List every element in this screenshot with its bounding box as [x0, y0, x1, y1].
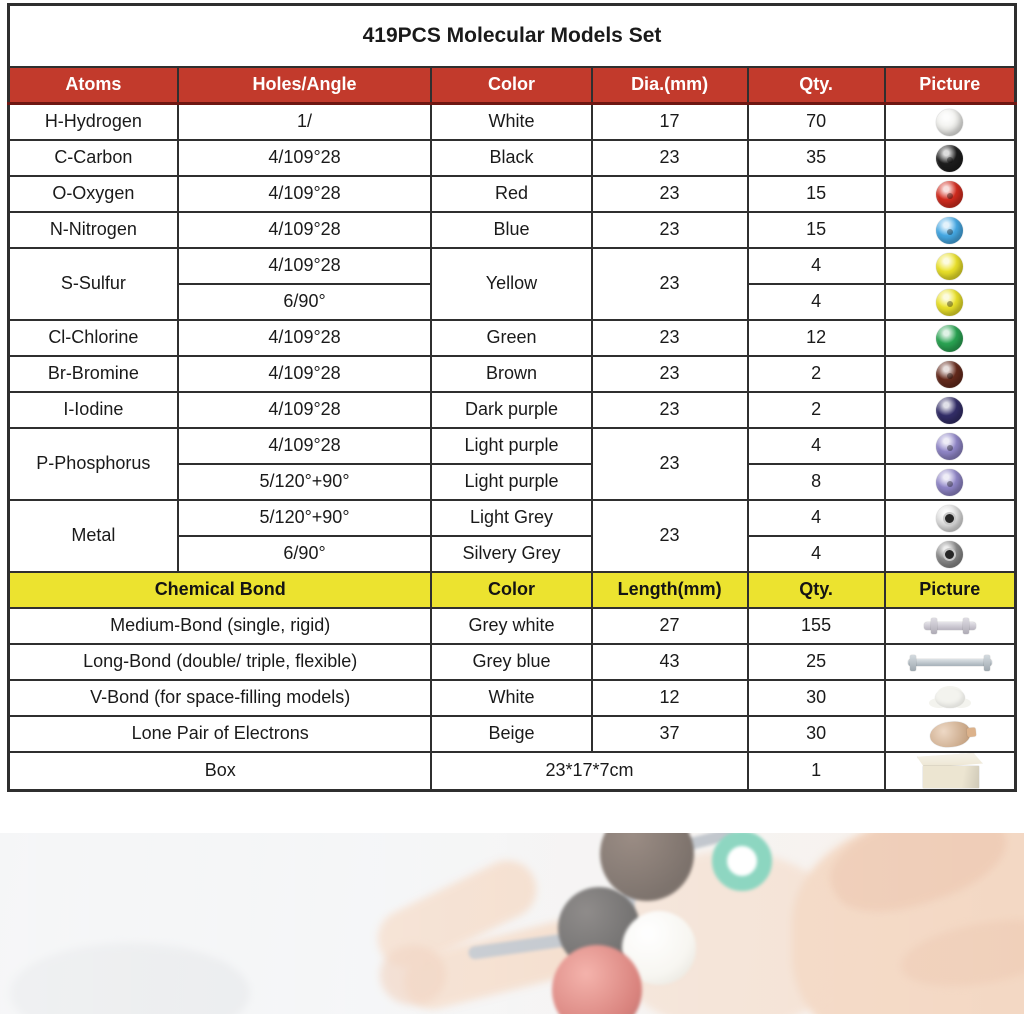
atom-color: Light Grey	[431, 500, 591, 536]
atom-qty: 4	[748, 248, 885, 284]
atom-qty: 2	[748, 356, 885, 392]
atom-qty: 4	[748, 536, 885, 572]
light-purple-atom-ball-picture	[936, 469, 963, 496]
column-header-length: Length(mm)	[592, 572, 748, 608]
atom-name: C-Carbon	[9, 140, 178, 176]
atom-holes: 4/109°28	[178, 140, 432, 176]
atom-diameter: 23	[592, 356, 748, 392]
atom-color: White	[431, 104, 591, 141]
red-atom-ball-picture	[936, 181, 963, 208]
light-purple-atom-ball-picture	[936, 433, 963, 460]
atom-holes: 6/90°	[178, 284, 432, 320]
silvery-grey-metal-ball-picture	[936, 541, 963, 568]
yellow-atom-ball-picture	[936, 289, 963, 316]
table-row-bromine	[9, 356, 1016, 392]
atom-qty: 12	[748, 320, 885, 356]
table-row-medium-bond	[9, 608, 1016, 644]
atom-name: P-Phosphorus	[9, 428, 178, 500]
atom-diameter: 23	[592, 392, 748, 428]
atom-color: Silvery Grey	[431, 536, 591, 572]
column-header-picture: Picture	[885, 67, 1016, 104]
atom-qty: 15	[748, 176, 885, 212]
table-row-v-bond	[9, 680, 1016, 716]
bond-length: 12	[592, 680, 748, 716]
spec-sheet	[7, 3, 1017, 792]
bond-name: Lone Pair of Electrons	[9, 716, 432, 752]
atom-name: Cl-Chlorine	[9, 320, 178, 356]
product-spec-table	[7, 3, 1017, 792]
white-atom-ball-picture	[936, 109, 963, 136]
atom-holes: 4/109°28	[178, 248, 432, 284]
atom-diameter: 23	[592, 320, 748, 356]
atom-diameter: 17	[592, 104, 748, 141]
bond-qty: 155	[748, 608, 885, 644]
atom-qty: 70	[748, 104, 885, 141]
photo-white-wash-overlay	[0, 833, 1024, 1014]
column-header-chemical-bond: Chemical Bond	[9, 572, 432, 608]
column-header-holes-angle: Holes/Angle	[178, 67, 432, 104]
medium-bond-rod-picture	[924, 622, 976, 630]
bond-name: Long-Bond (double/ triple, flexible)	[9, 644, 432, 680]
yellow-atom-ball-picture	[936, 253, 963, 280]
bond-qty: 25	[748, 644, 885, 680]
dark-purple-atom-ball-picture	[936, 397, 963, 424]
column-header-bond-color: Color	[431, 572, 591, 608]
bond-color: White	[431, 680, 591, 716]
atom-qty: 35	[748, 140, 885, 176]
box-size: 23*17*7cm	[431, 752, 747, 791]
atom-name: N-Nitrogen	[9, 212, 178, 248]
atom-diameter: 23	[592, 212, 748, 248]
bond-length: 43	[592, 644, 748, 680]
atom-color: Dark purple	[431, 392, 591, 428]
atom-color: Light purple	[431, 464, 591, 500]
atom-color: Green	[431, 320, 591, 356]
table-row-sulfur-1	[9, 248, 1016, 284]
table-row-carbon	[9, 140, 1016, 176]
product-photo-hands-with-model	[0, 833, 1024, 1014]
atom-name: Br-Bromine	[9, 356, 178, 392]
atom-color: Yellow	[431, 248, 591, 320]
page-title: 419PCS Molecular Models Set	[9, 5, 1016, 68]
bond-color: Beige	[431, 716, 591, 752]
atom-holes: 4/109°28	[178, 428, 432, 464]
table-row-phosphorus-1	[9, 428, 1016, 464]
atom-holes: 6/90°	[178, 536, 432, 572]
bond-name: Medium-Bond (single, rigid)	[9, 608, 432, 644]
atom-qty: 2	[748, 392, 885, 428]
table-row-box	[9, 752, 1016, 791]
atom-color: Black	[431, 140, 591, 176]
atom-diameter: 23	[592, 248, 748, 320]
bond-qty: 30	[748, 716, 885, 752]
atom-color: Blue	[431, 212, 591, 248]
box-name: Box	[9, 752, 432, 791]
atom-name: I-Iodine	[9, 392, 178, 428]
atom-diameter: 23	[592, 140, 748, 176]
bond-qty: 30	[748, 680, 885, 716]
atom-diameter: 23	[592, 500, 748, 572]
column-header-atoms: Atoms	[9, 67, 178, 104]
bond-color: Grey blue	[431, 644, 591, 680]
table-row-hydrogen	[9, 104, 1016, 141]
atom-color: Red	[431, 176, 591, 212]
atom-holes: 1/	[178, 104, 432, 141]
atom-name: S-Sulfur	[9, 248, 178, 320]
box-qty: 1	[748, 752, 885, 791]
table-row-oxygen	[9, 176, 1016, 212]
atom-holes: 5/120°+90°	[178, 464, 432, 500]
column-header-diameter: Dia.(mm)	[592, 67, 748, 104]
bond-length: 37	[592, 716, 748, 752]
atom-name: Metal	[9, 500, 178, 572]
column-header-qty: Qty.	[748, 67, 885, 104]
atom-holes: 5/120°+90°	[178, 500, 432, 536]
table-row-lone-pair	[9, 716, 1016, 752]
column-header-bond-qty: Qty.	[748, 572, 885, 608]
storage-box-picture	[917, 753, 983, 789]
atom-color: Light purple	[431, 428, 591, 464]
green-atom-ball-picture	[936, 325, 963, 352]
atom-name: H-Hydrogen	[9, 104, 178, 141]
beige-lone-pair-picture	[929, 719, 971, 748]
table-row-nitrogen	[9, 212, 1016, 248]
long-bond-rod-picture	[908, 659, 992, 666]
atom-qty: 4	[748, 500, 885, 536]
atom-diameter: 23	[592, 176, 748, 212]
atom-holes: 4/109°28	[178, 320, 432, 356]
column-header-color: Color	[431, 67, 591, 104]
atom-diameter: 23	[592, 428, 748, 500]
black-atom-ball-picture	[936, 145, 963, 172]
atom-holes: 4/109°28	[178, 356, 432, 392]
bond-length: 27	[592, 608, 748, 644]
table-row-long-bond	[9, 644, 1016, 680]
brown-atom-ball-picture	[936, 361, 963, 388]
atom-holes: 4/109°28	[178, 392, 432, 428]
atom-color: Brown	[431, 356, 591, 392]
atom-qty: 8	[748, 464, 885, 500]
atom-holes: 4/109°28	[178, 176, 432, 212]
atom-name: O-Oxygen	[9, 176, 178, 212]
bond-color: Grey white	[431, 608, 591, 644]
table-row-chlorine	[9, 320, 1016, 356]
atom-holes: 4/109°28	[178, 212, 432, 248]
blue-atom-ball-picture	[936, 217, 963, 244]
atom-qty: 4	[748, 428, 885, 464]
table-row-metal-1	[9, 500, 1016, 536]
bond-name: V-Bond (for space-filling models)	[9, 680, 432, 716]
atom-qty: 15	[748, 212, 885, 248]
table-row-iodine	[9, 392, 1016, 428]
light-grey-metal-ball-picture	[936, 505, 963, 532]
white-v-bond-picture	[935, 688, 965, 708]
column-header-bond-picture: Picture	[885, 572, 1016, 608]
atom-qty: 4	[748, 284, 885, 320]
